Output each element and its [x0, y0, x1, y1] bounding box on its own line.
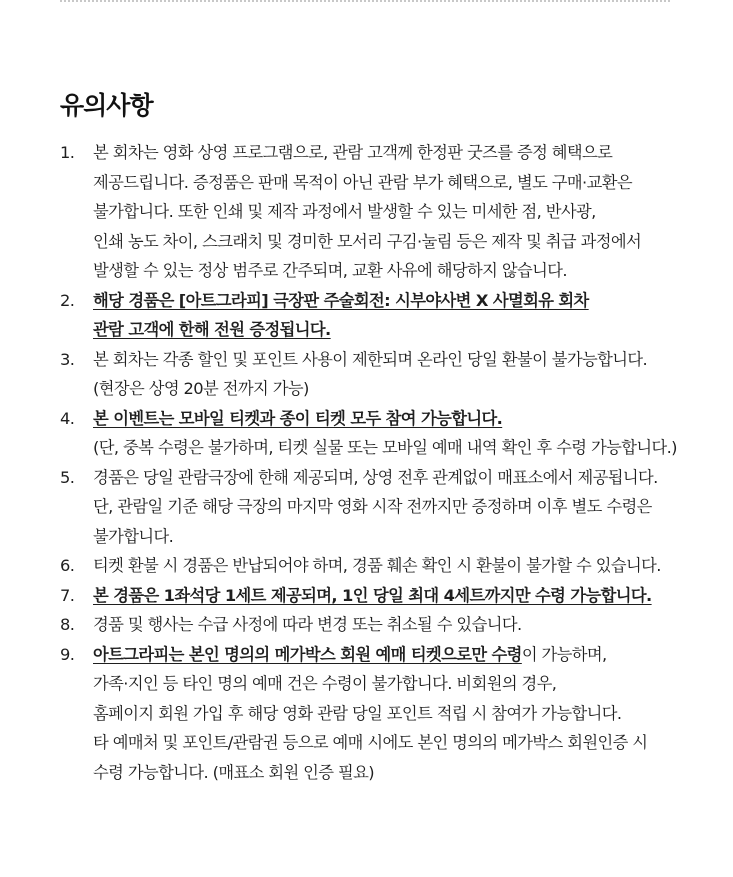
item-number: 7. — [60, 585, 75, 605]
emphasized-text: 해당 경품은 [아트그라피] 극장판 주술회전: 시부야사변 X 사멸회유 회차 — [93, 290, 589, 310]
item-text-line: 인쇄 농도 차이, 스크래치 및 경미한 모서리 구김·눌림 등은 제작 및 취급 과정에서 — [93, 231, 642, 251]
item-text-line: 불가합니다. — [93, 526, 174, 546]
item-text-tail: 이 가능하며, — [521, 644, 607, 664]
notice-item-5 — [60, 463, 700, 552]
item-text-line: (단, 중복 수령은 불가하며, 티켓 실물 또는 모바일 예매 내역 확인 후 수령 가능합니다.) — [93, 438, 677, 457]
item-text-line: 본 회차는 영화 상영 프로그램으로, 관람 고객께 한정판 굿즈를 증정 혜택으로 — [93, 143, 613, 162]
item-text-line: 불가합니다. 또한 인쇄 및 제작 과정에서 발생할 수 있는 미세한 점, 반사광, — [93, 202, 596, 221]
item-number: 9. — [60, 644, 75, 664]
item-number: 1. — [60, 143, 75, 162]
item-text-line: 가족·지인 등 타인 명의 예매 건은 수령이 불가합니다. 비회원의 경우, — [93, 674, 557, 693]
notice-item-7 — [60, 581, 700, 611]
item-number: 8. — [60, 615, 75, 634]
notice-list — [60, 138, 700, 787]
item-text-line: 제공드립니다. 증정품은 판매 목적이 아닌 관람 부가 혜택으로, 별도 구매·교환은 — [93, 172, 632, 192]
item-text-line: (현장은 상영 20분 전까지 가능) — [93, 379, 309, 398]
top-divider — [60, 0, 670, 5]
emphasized-text: 본 이벤트는 모바일 티켓과 종이 티켓 모두 참여 가능합니다. — [93, 408, 503, 428]
item-number: 3. — [60, 349, 75, 369]
notice-item-3 — [60, 345, 700, 404]
notice-title: 유의사항 — [60, 91, 153, 120]
emphasized-text: 본 경품은 1좌석당 1세트 제공되며, 1인 당일 최대 4세트까지만 수령 가능합니다. — [93, 585, 652, 605]
item-number: 2. — [60, 290, 75, 310]
item-text-line: 경품은 당일 관람극장에 한해 제공되며, 상영 전후 관계없이 매표소에서 제공됩니다. — [93, 467, 658, 487]
item-text-line: 단, 관람일 기준 해당 극장의 마지막 영화 시작 전까지만 증정하며 이후 별도 수령은 — [93, 497, 652, 516]
item-number: 6. — [60, 556, 75, 575]
item-text-line: 티켓 환불 시 경품은 반납되어야 하며, 경품 훼손 확인 시 환불이 불가할 수 있습니다. — [93, 556, 661, 575]
notice-item-1 — [60, 138, 700, 286]
notice-item-8 — [60, 610, 700, 640]
notice-item-9 — [60, 640, 700, 788]
item-text-line: 홈페이지 회원 가입 후 해당 영화 관람 당일 포인트 적립 시 참여가 가능합니다. — [93, 703, 622, 723]
item-number: 4. — [60, 408, 75, 428]
item-text-line: 타 예매처 및 포인트/관람권 등으로 예매 시에도 본인 명의의 메가박스 회원인증 시 — [93, 733, 648, 752]
item-text-line: 경품 및 행사는 수급 사정에 따라 변경 또는 취소될 수 있습니다. — [93, 615, 522, 634]
item-text-line: 본 회차는 각종 할인 및 포인트 사용이 제한되며 온라인 당일 환불이 불가능합니다. — [93, 349, 648, 369]
emphasized-text: 아트그라피는 본인 명의의 메가박스 회원 예매 티켓으로만 수령 — [93, 644, 522, 664]
item-text-line: 발생할 수 있는 정상 범주로 간주되며, 교환 사유에 해당하지 않습니다. — [93, 261, 567, 280]
notice-item-4 — [60, 404, 700, 463]
notice-item-6 — [60, 551, 700, 581]
emphasized-text: 관람 고객에 한해 전원 증정됩니다. — [93, 320, 331, 339]
item-number: 5. — [60, 467, 75, 487]
notice-item-2 — [60, 286, 700, 345]
item-text-line: 수령 가능합니다. (매표소 회원 인증 필요) — [93, 762, 375, 782]
